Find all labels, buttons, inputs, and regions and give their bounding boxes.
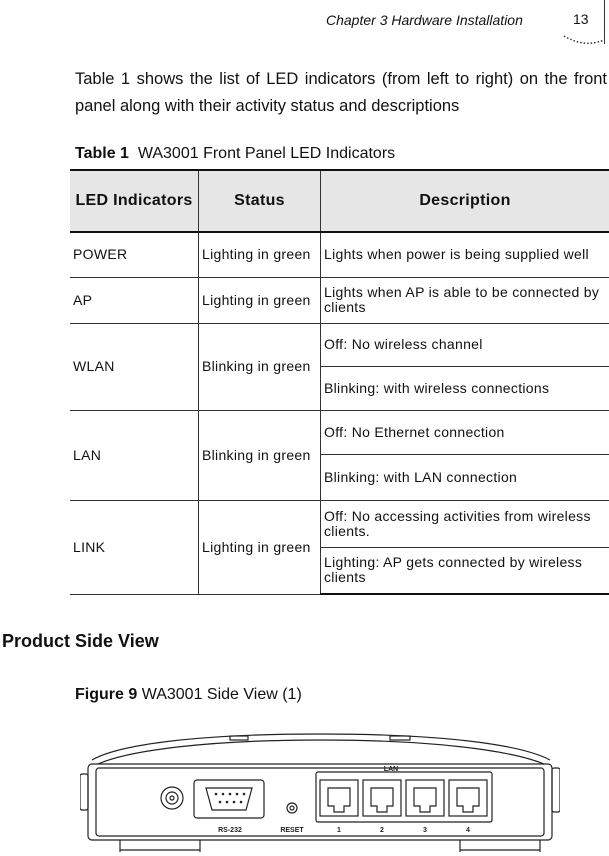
chapter-title: Chapter 3 Hardware Installation bbox=[326, 12, 523, 28]
port-label-4: 4 bbox=[466, 827, 470, 834]
led-status: Lighting in green bbox=[199, 500, 321, 594]
led-name: LINK bbox=[70, 500, 199, 594]
led-description: Off: No wireless channel bbox=[321, 323, 609, 366]
led-status: Lighting in green bbox=[199, 232, 321, 277]
table-row bbox=[70, 323, 609, 366]
header-decoration bbox=[562, 34, 606, 46]
figure-caption bbox=[75, 686, 302, 704]
led-name: POWER bbox=[70, 232, 199, 277]
table-caption-label: Table 1 bbox=[75, 145, 129, 162]
figure-caption-text: WA3001 Side View (1) bbox=[141, 686, 302, 703]
port-label-1: 1 bbox=[337, 827, 341, 834]
table-row bbox=[70, 500, 609, 547]
led-status: Lighting in green bbox=[199, 277, 321, 323]
table-row bbox=[70, 410, 609, 454]
table-caption-text: WA3001 Front Panel LED Indicators bbox=[137, 145, 396, 162]
led-description: Off: No accessing activities from wireless clients. bbox=[321, 500, 609, 547]
port-label-lan: LAN bbox=[383, 766, 399, 773]
led-description: Blinking: with wireless connections bbox=[321, 366, 609, 410]
port-label-reset: RESET bbox=[280, 827, 304, 834]
port-label-3: 3 bbox=[423, 827, 427, 834]
header-status: Status bbox=[199, 170, 321, 232]
intro-paragraph: Table 1 shows the list of LED indicators (from left to right) on the front panel along with their activity status and descriptions bbox=[75, 70, 607, 115]
page-number: 13 bbox=[573, 11, 589, 27]
device-side-view-image bbox=[80, 728, 560, 852]
table-caption bbox=[75, 145, 395, 163]
led-status: Blinking in green bbox=[199, 323, 321, 410]
led-name: WLAN bbox=[70, 323, 199, 410]
led-description: Blinking: with LAN connection bbox=[321, 454, 609, 500]
figure-caption-label: Figure 9 bbox=[75, 686, 138, 703]
table-row bbox=[70, 277, 609, 323]
led-name: AP bbox=[70, 277, 199, 323]
led-description: Lights when power is being supplied well bbox=[321, 232, 609, 277]
table-header-row bbox=[70, 170, 609, 232]
port-label-rs232: RS-232 bbox=[218, 827, 242, 834]
section-title: Product Side View bbox=[2, 631, 159, 651]
led-description: Lights when AP is able to be connected by clients bbox=[321, 277, 609, 323]
led-name: LAN bbox=[70, 410, 199, 500]
led-description: Lighting: AP gets connected by wireless clients bbox=[321, 547, 609, 594]
table-row bbox=[70, 232, 609, 277]
led-status: Blinking in green bbox=[199, 410, 321, 500]
led-indicator-table bbox=[70, 169, 609, 595]
port-label-2: 2 bbox=[380, 827, 384, 834]
header-description: Description bbox=[321, 170, 609, 232]
led-description: Off: No Ethernet connection bbox=[321, 410, 609, 454]
header-led: LED Indicators bbox=[70, 170, 199, 232]
